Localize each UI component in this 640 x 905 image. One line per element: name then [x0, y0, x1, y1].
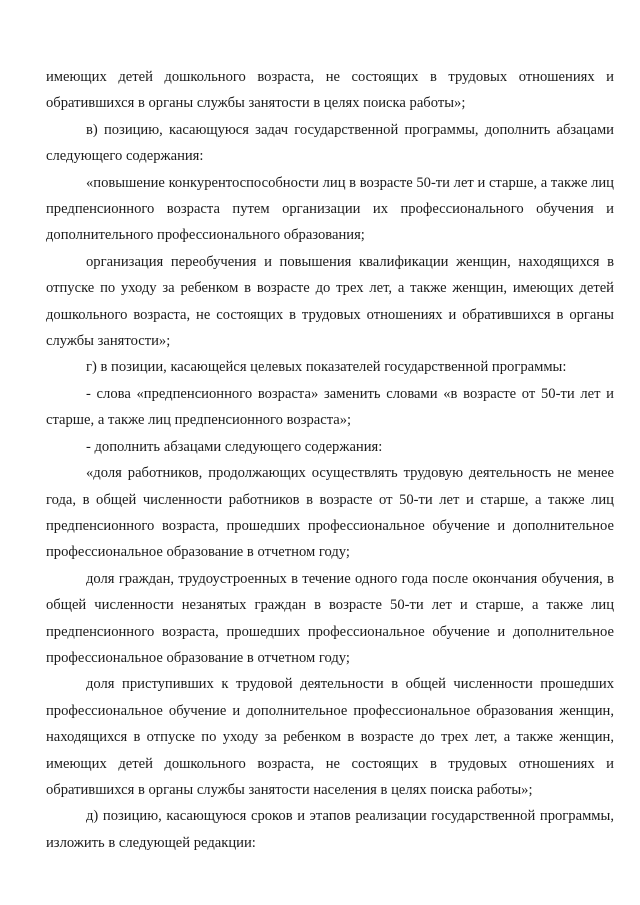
document-body [46, 64, 614, 856]
paragraph-competitiveness: «повышение конкурентоспособности лиц в возрасте 50-ти лет и старше, а также лиц предпенсионного возраста путем организации их профессионального обучения и дополнительного профессионального образования; [46, 174, 614, 244]
paragraph-replace-words: - слова «предпенсионного возраста» заменить словами «в возрасте от 50-ти лет и старше, а также лиц предпенсионного возраста»; [46, 385, 614, 429]
paragraph-share-women: доля приступивших к трудовой деятельности в общей численности прошедших профессиональное обучение и дополнительное профессиональное образования женщин, находящихся в отпуске по уходу за ребенком в возрасте до трех лет, а также женщин, имеющих детей дошкольного возраста, не состоящих в трудовых отношениях и обратившихся в органы службы занятости населения в целях поиска работы»; [46, 676, 614, 798]
paragraph-continuation: имеющих детей дошкольного возраста, не состоящих в трудовых отношениях и обратившихся в органы службы занятости в целях поиска работы»; [46, 69, 614, 112]
paragraph-retraining: организация переобучения и повышения квалификации женщин, находящихся в отпуске по уходу за ребенком в возрасте до трех лет, а также женщин, имеющих детей дошкольного возраста, не состоящих в трудовых отношениях и обратившихся в органы службы занятости»; [46, 253, 614, 350]
paragraph-item-v: в) позицию, касающуюся задач государственной программы, дополнить абзацами следующего содержания: [46, 121, 614, 165]
paragraph-share-workers: «доля работников, продолжающих осуществлять трудовую деятельность не менее года, в общей численности работников в возрасте от 50-ти лет и старше, а также лиц предпенсионного возраста, прошедших профессиональное обучение и дополнительное профессиональное образование в отчетном году; [46, 465, 614, 561]
paragraph-item-g: г) в позиции, касающейся целевых показателей государственной программы: [86, 359, 567, 376]
paragraph-share-citizens: доля граждан, трудоустроенных в течение одного года после окончания обучения, в общей численности незанятых граждан в возрасте 50-ти лет и старше, а также лиц предпенсионного возраста, прошедших профессиональное обучение и дополнительное профессиональное образование в отчетном году; [46, 570, 614, 666]
paragraph-item-d: д) позицию, касающуюся сроков и этапов реализации государственной программы, изложить в следующей редакции: [46, 808, 614, 851]
paragraph-add-content: - дополнить абзацами следующего содержания: [86, 438, 383, 455]
